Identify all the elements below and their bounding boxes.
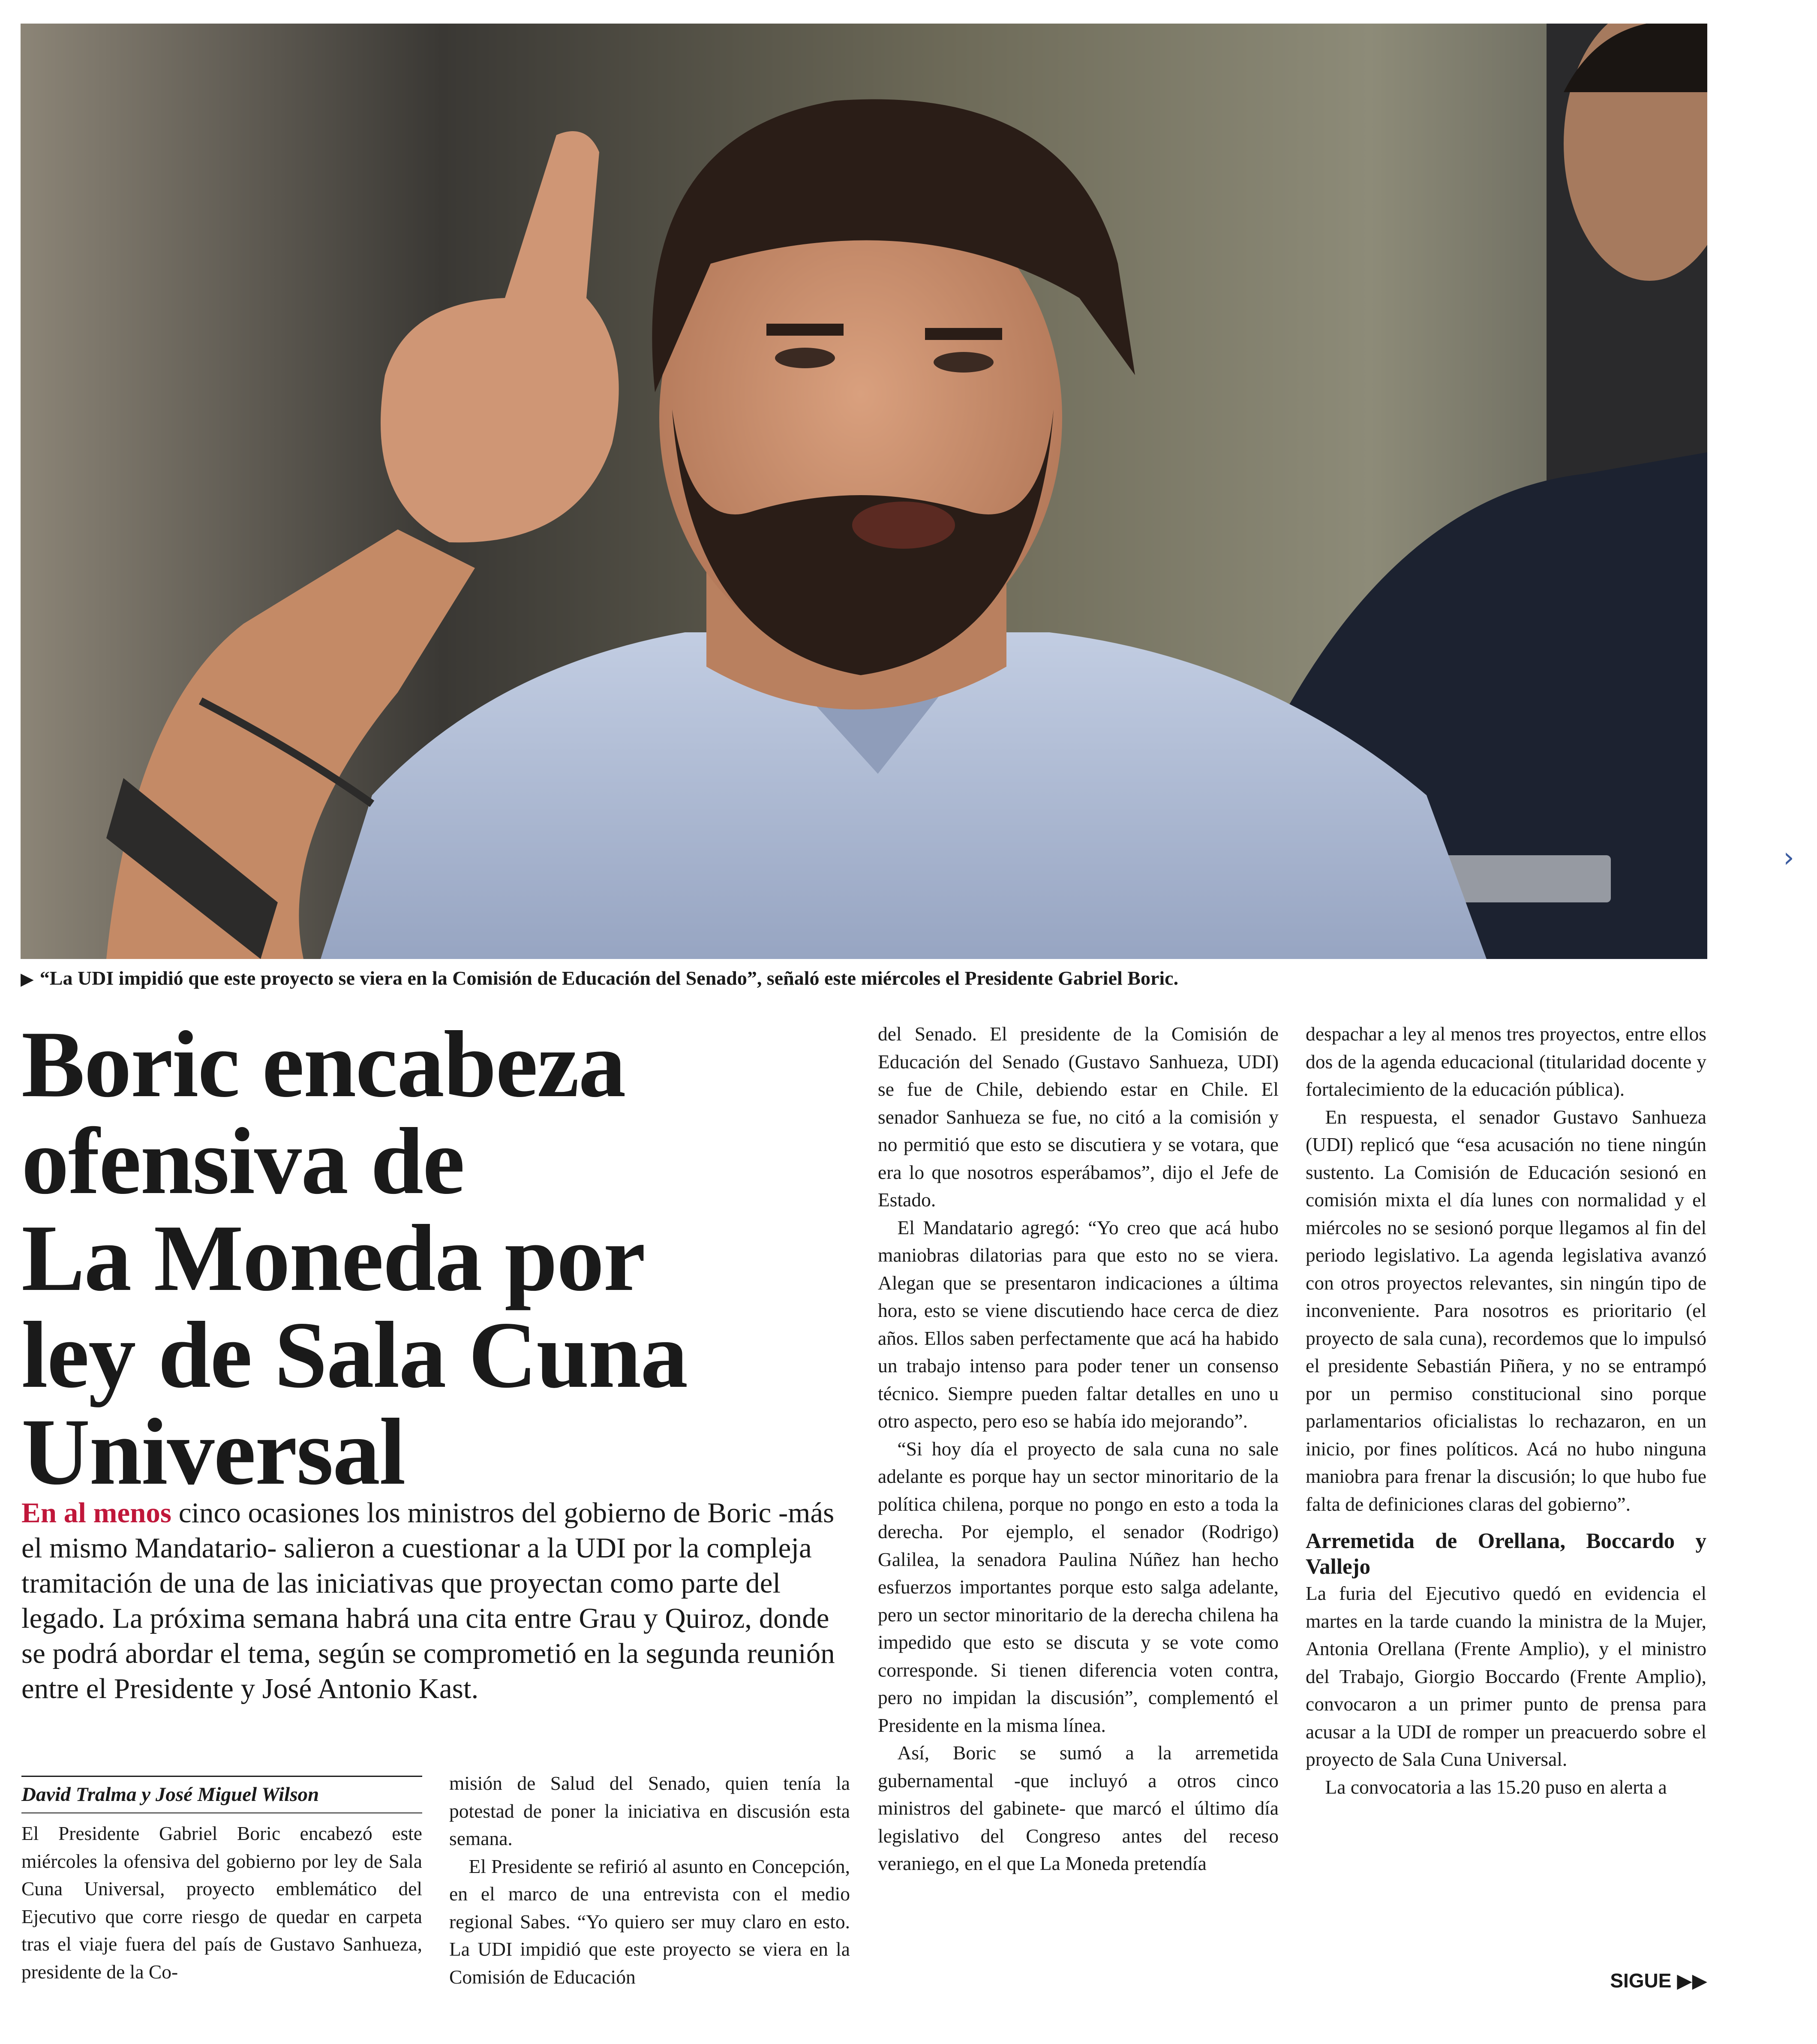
headline-line: La Moneda por [21,1205,645,1311]
photo-caption [21,965,1707,992]
play-triangle-icon: ▶ [21,969,34,989]
body-column-3 [878,1020,1279,1878]
lede-kicker: En al menos [21,1497,171,1529]
body-paragraph: despachar a ley al menos tres proyectos, entre ellos dos de la agenda educacional (titularidad docente y fortalecimiento de la educación pública). [1306,1023,1706,1100]
body-column-4 [1306,1020,1706,1801]
headline-line: ley de Sala Cuna [21,1302,688,1408]
section-subhead: Arremetida de Orellana, Boccardo y Vallejo [1306,1529,1706,1579]
chevron-right-icon[interactable]: › [1783,842,1794,874]
body-paragraph: del Senado. El presidente de la Comisión de Educación del Senado (Gustavo Sanhueza, UDI) se fue de Chile, debiendo estar en Chile. El senador Sanhueza se fue, no citó a la comisión y no permitió que esto se discutiera y se votara, que era lo que nosotros esperábamos”, dijo el Jefe de Estado. [878,1023,1279,1211]
headline-line: Universal [21,1399,405,1505]
lead-photo [21,24,1707,959]
caption-text: “La UDI impidió que este proyecto se viera en la Comisión de Educación del Senado”, señaló este miércoles el Presidente Gabriel Boric. [39,967,1179,989]
body-column-2 [449,1770,850,1991]
body-paragraph: Así, Boric se sumó a la arremetida gubernamental -que incluyó a otros cinco ministros del gabinete- que marcó el último día legislativo del Congreso antes del receso veraniego, en el que La Moneda pretendía [878,1742,1279,1874]
headline [21,1012,836,1505]
body-paragraph: El Presidente Gabriel Boric encabezó este miércoles la ofensiva del gobierno por ley de Sala Cuna Universal, proyecto emblemático del Ejecutivo que corre riesgo de quedar en carpeta tras el viaje fuera del país de Gustavo Sanhueza, presidente de la Co- [21,1822,422,1983]
headline-line: Boric encabeza [21,1012,625,1117]
continue-marker: SIGUE ▶▶ [1610,1969,1707,1992]
headline-line: ofensiva de [21,1109,464,1214]
body-paragraph: El Mandatario agregó: “Yo creo que acá hubo maniobras dilatorias para que esto no se viera. Alegan que se presentaron indicaciones a última hora, esto se viene discutiendo hace cerca de diez años. Ellos saben perfectamente que acá ha habido un trabajo intenso para poder tener un consenso técnico. Siempre pueden faltar detalles en uno u otro aspecto, pero eso se había ido mejorando”. [878,1216,1279,1432]
body-paragraph: La furia del Ejecutivo quedó en evidencia el martes en la tarde cuando la ministra de la Mujer, Antonia Orellana (Frente Amplio), y el ministro del Trabajo, Giorgio Boccardo (Frente Amplio), convocaron a un primer punto de prensa para acusar a la UDI de romper un preacuerdo sobre el proyecto de Sala Cuna Universal. [1306,1582,1706,1770]
boric-photo-illustration [21,24,1707,959]
byline-rule [21,1776,422,1777]
body-column-1 [21,1820,422,1986]
byline: David Tralma y José Miguel Wilson [21,1783,319,1806]
body-paragraph: La convocatoria a las 15.20 puso en alerta a [1325,1776,1667,1798]
body-paragraph: En respuesta, el senador Gustavo Sanhueza (UDI) replicó que “esa acusación no tiene ningún sustento. La Comisión de Educación sesionó en comisión mixta el día lunes con normalidad y el miércoles no se sesionó porque llegamos al fin del periodo legislativo. La agenda legislativa avanzó con otros proyectos relevantes, sin ningún tipo de inconveniente. Para nosotros es prioritario (el proyecto de sala cuna), recordemos que lo impulsó el presidente Sebastián Piñera, y no se entrampó por un permiso constitucional sino porque parlamentarios oficialistas lo rechazaron, en un inicio, por fines políticos. Acá no hubo ninguna maniobra para frenar la discusión; lo que hubo fue falta de definiciones claras del gobierno”. [1306,1106,1706,1515]
lede-text: cinco ocasiones los ministros del gobierno de Boric -más el mismo Mandatario- salieron a cuestionar a la UDI por la compleja tramitación de una de las iniciativas que proyectan como parte del legado. La próxima semana habrá una cita entre Grau y Quiroz, donde se podrá abordar el tema, según se comprometió en la segunda reunión entre el Presidente y José Antonio Kast. [21,1497,835,1704]
body-paragraph: misión de Salud del Senado, quien tenía la potestad de poner la iniciativa en discusión esta semana. [449,1772,850,1849]
body-paragraph: El Presidente se refirió al asunto en Concepción, en el marco de una entrevista con el medio regional Sabes. “Yo quiero ser muy claro en esto. La UDI impidió que este proyecto se viera en la Comisión de Educación [449,1855,850,1988]
lede-paragraph [21,1495,836,1706]
body-paragraph: “Si hoy día el proyecto de sala cuna no sale adelante es porque hay un sector minoritario de la política chilena, porque no pongo en esto a toda la derecha. Por ejemplo, el senador (Rodrigo) Galilea, la senadora Paulina Núñez han hecho esfuerzos importantes porque esto salga adelante, pero un sector minoritario de la derecha chilena ha impedido que esto se discuta y se vote como corresponde. Si tienen diferencia voten contra, pero no impidan la discusión”, complementó el Presidente en la misma línea. [878,1437,1279,1736]
